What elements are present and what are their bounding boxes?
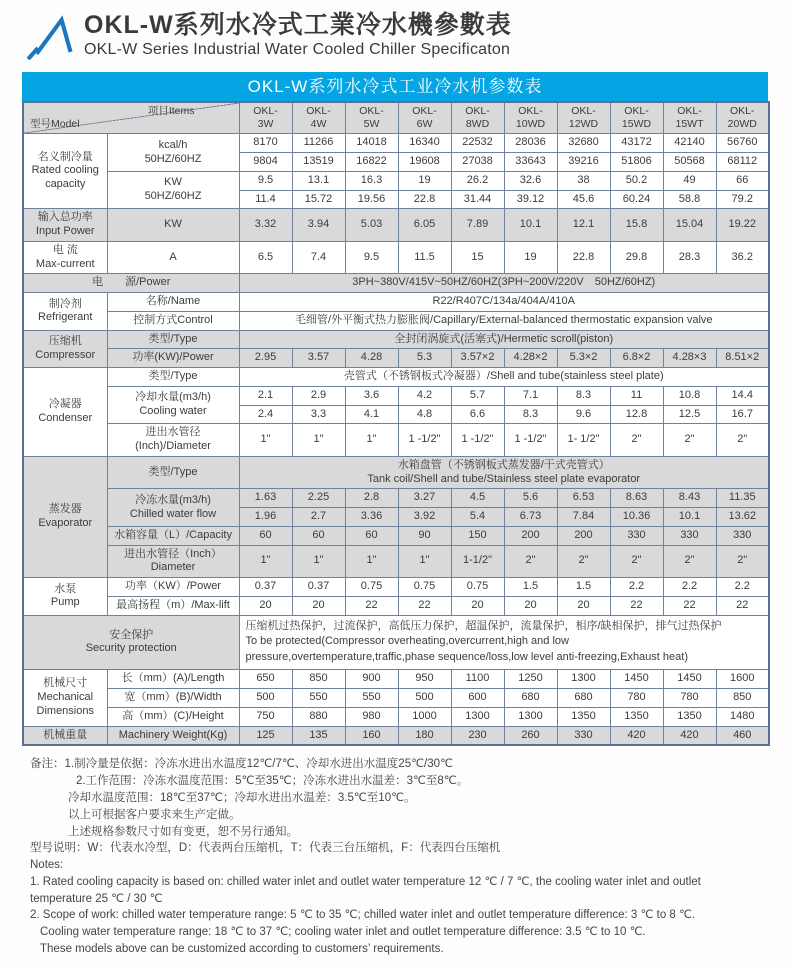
spec-value-cell: 6.5	[239, 241, 292, 274]
spec-value-cell: 51806	[610, 153, 663, 172]
table-row	[23, 386, 769, 405]
spec-value-cell: 4.28×3	[663, 349, 716, 368]
table-row	[23, 707, 769, 726]
spec-value-cell: 1"	[239, 424, 292, 457]
category-cell: 输入总功率 Input Power	[23, 209, 107, 242]
spec-value-cell: 1 -1/2"	[504, 424, 557, 457]
spec-value-cell: 4.8	[398, 405, 451, 424]
spec-value-cell: 5.3	[398, 349, 451, 368]
page-header	[24, 10, 768, 60]
spec-value-cell: 22	[398, 596, 451, 615]
spec-value-cell: 22532	[451, 134, 504, 153]
spec-value-cell: 1100	[451, 670, 504, 689]
spec-value-cell: 5.03	[345, 209, 398, 242]
spec-value-cell: 20	[451, 596, 504, 615]
item-label-cell: 冷却水量(m3/h) Cooling water	[107, 386, 239, 424]
item-label-cell: 进出水管径 (Inch)/Diameter	[107, 424, 239, 457]
spec-value-cell: 42140	[663, 134, 716, 153]
spec-value-cell: 16822	[345, 153, 398, 172]
model-header-cell: OKL- 8WD	[451, 102, 504, 134]
spec-value-cell: 22	[716, 596, 769, 615]
spec-value-cell: 1300	[504, 707, 557, 726]
spec-value-cell: 36.2	[716, 241, 769, 274]
spec-value-cell: 1350	[663, 707, 716, 726]
spec-value-cell: 420	[663, 726, 716, 745]
spec-value-cell: 260	[504, 726, 557, 745]
note-line: 2.工作范围：冷冻水温度范围：5℃至35℃；冷冻水进出水温差：3℃至8℃。	[76, 775, 469, 788]
spec-value-cell: 15	[451, 241, 504, 274]
spec-value-cell: 8.3	[504, 405, 557, 424]
spec-value-cell: 420	[610, 726, 663, 745]
spec-value-cell: 1300	[451, 707, 504, 726]
table-row	[23, 526, 769, 545]
spec-value-cell: 3.6	[345, 386, 398, 405]
corner-cell	[23, 102, 239, 134]
model-header-cell: OKL- 10WD	[504, 102, 557, 134]
spec-value-cell: 10.36	[610, 508, 663, 527]
spec-value-cell: 1450	[663, 670, 716, 689]
spec-value-cell: 3.32	[239, 209, 292, 242]
spec-value-cell: 3.57	[292, 349, 345, 368]
spec-value-cell: 2.4	[239, 405, 292, 424]
spec-value-cell: 50.2	[610, 171, 663, 190]
table-row	[23, 311, 769, 330]
spec-value-cell: 33643	[504, 153, 557, 172]
spec-value-cell: 56760	[716, 134, 769, 153]
table-row	[23, 489, 769, 508]
note-line: 2. Scope of work: chilled water temperature range: 5 ℃ to 35 ℃; chilled water inlet and outlet temperature difference: 3 ℃ to 8 ℃.	[30, 909, 696, 922]
spec-value-cell: 2"	[663, 545, 716, 578]
spec-value-cell: 9.5	[345, 241, 398, 274]
table-row	[23, 134, 769, 153]
spec-value-cell: 19	[398, 171, 451, 190]
spec-value-cell: 8170	[239, 134, 292, 153]
spec-value-cell: 19608	[398, 153, 451, 172]
spec-value-cell: 19	[504, 241, 557, 274]
spec-value-cell: 1480	[716, 707, 769, 726]
spec-value-cell: 90	[398, 526, 451, 545]
category-cell: 机械重量	[23, 726, 107, 745]
spec-value-cell: 2"	[557, 545, 610, 578]
spec-value-cell: 22	[663, 596, 716, 615]
spec-value-cell: 22	[345, 596, 398, 615]
spec-value-cell: 12.8	[610, 405, 663, 424]
spec-value-cell: 135	[292, 726, 345, 745]
table-row	[23, 368, 769, 387]
item-label-cell: 类型/Type	[107, 368, 239, 387]
spec-value-cell: 1"	[345, 545, 398, 578]
category-cell: 制冷剂 Refrigerant	[23, 293, 107, 331]
spec-value-cell: 11.5	[398, 241, 451, 274]
item-label-cell: 名称/Name	[107, 293, 239, 312]
spec-value-cell: 900	[345, 670, 398, 689]
spec-value-cell: 2"	[504, 545, 557, 578]
spec-value-cell: 11.35	[716, 489, 769, 508]
category-cell: 蒸发器 Evaporator	[23, 456, 107, 577]
note-line: 以上可根据客户要求来生产定做。	[68, 808, 241, 821]
spec-value-cell: 4.28	[345, 349, 398, 368]
spec-value-cell: 14018	[345, 134, 398, 153]
spec-value-cell: 1"	[239, 545, 292, 578]
spec-value-cell: 8.43	[663, 489, 716, 508]
spec-value-cell: 15.72	[292, 190, 345, 209]
spec-value-cell: 1"	[292, 545, 345, 578]
spec-value-cell: 1"	[345, 424, 398, 457]
spec-value-cell: 1450	[610, 670, 663, 689]
spec-value-cell: 600	[451, 689, 504, 708]
item-label-cell: 电 源/Power	[23, 274, 239, 293]
item-label-cell: 进出水管径（Inch） Diameter	[107, 545, 239, 578]
spec-value-cell: 330	[663, 526, 716, 545]
spec-value-cell: 1 -1/2"	[398, 424, 451, 457]
spec-value-cell: 19.56	[345, 190, 398, 209]
spec-value-cell: 22.8	[398, 190, 451, 209]
spec-value-cell: 8.51×2	[716, 349, 769, 368]
spec-value-cell: 12.1	[557, 209, 610, 242]
spec-value-cell: 20	[239, 596, 292, 615]
spec-value-cell: 500	[239, 689, 292, 708]
spec-value-cell: 1350	[610, 707, 663, 726]
spec-value-cell: 2.1	[239, 386, 292, 405]
item-label-cell: A	[107, 241, 239, 274]
table-row	[23, 726, 769, 745]
spec-value-cell: 2.2	[663, 578, 716, 597]
item-label-cell: KW	[107, 209, 239, 242]
spec-value-cell: 9.6	[557, 405, 610, 424]
spec-span-cell: 水箱盘管（不锈钢板式蒸发器/干式壳管式） Tank coil/Shell and tube/Stainless steel plate evaporator	[239, 456, 769, 489]
spec-value-cell: 3.94	[292, 209, 345, 242]
spec-value-cell: 2.2	[716, 578, 769, 597]
spec-value-cell: 45.6	[557, 190, 610, 209]
spec-span-cell: 毛细管/外平衡式热力膨胀阀/Capillary/External-balanced thermostatic expansion valve	[239, 311, 769, 330]
table-row	[23, 349, 769, 368]
table-title-bar: OKL-W系列水冷式工业冷水机参数表	[22, 72, 768, 101]
spec-value-cell: 8.3	[557, 386, 610, 405]
spec-value-cell: 60	[345, 526, 398, 545]
spec-value-cell: 7.84	[557, 508, 610, 527]
spec-value-cell: 180	[398, 726, 451, 745]
spec-value-cell: 2.9	[292, 386, 345, 405]
spec-span-cell: 压缩机过热保护，过流保护，高低压力保护，超温保护，流量保护，相序/缺相保护，排气过热保护 To be protected(Compressor overheating,overcurrent,high and low pressure,overtemperature,traffic,phase sequence/loss,low level anti-freezing,Exhaust heat)	[239, 615, 769, 670]
model-header-cell: OKL- 6W	[398, 102, 451, 134]
spec-value-cell: 6.05	[398, 209, 451, 242]
category-cell: 名义制冷量 Rated cooling capacity	[23, 134, 107, 209]
spec-span-cell: 3PH~380V/415V~50HZ/60HZ(3PH~200V/220V 50HZ/60HZ)	[239, 274, 769, 293]
spec-value-cell: 0.37	[292, 578, 345, 597]
spec-value-cell: 3.57×2	[451, 349, 504, 368]
spec-value-cell: 16340	[398, 134, 451, 153]
spec-value-cell: 4.2	[398, 386, 451, 405]
spec-value-cell: 1-1/2"	[451, 545, 504, 578]
item-label-cell: 最高扬程（m）/Max-lift	[107, 596, 239, 615]
spec-value-cell: 2.8	[345, 489, 398, 508]
spec-value-cell: 5.4	[451, 508, 504, 527]
spec-value-cell: 1350	[557, 707, 610, 726]
spec-value-cell: 29.8	[610, 241, 663, 274]
spec-value-cell: 850	[292, 670, 345, 689]
item-label-cell: 长（mm）(A)/Length	[107, 670, 239, 689]
model-header-cell: OKL- 3W	[239, 102, 292, 134]
spec-value-cell: 7.89	[451, 209, 504, 242]
spec-value-cell: 13519	[292, 153, 345, 172]
spec-value-cell: 39216	[557, 153, 610, 172]
spec-value-cell: 39.12	[504, 190, 557, 209]
spec-value-cell: 0.75	[451, 578, 504, 597]
page-title-en: OKL-W Series Industrial Water Cooled Chiller Specificaton	[84, 41, 511, 58]
spec-value-cell: 3.36	[345, 508, 398, 527]
spec-table	[22, 101, 770, 746]
spec-value-cell: 16.7	[716, 405, 769, 424]
spec-value-cell: 60	[239, 526, 292, 545]
model-header-cell: OKL- 15WT	[663, 102, 716, 134]
spec-value-cell: 980	[345, 707, 398, 726]
spec-value-cell: 1.5	[504, 578, 557, 597]
spec-value-cell: 2.2	[610, 578, 663, 597]
spec-value-cell: 27038	[451, 153, 504, 172]
spec-value-cell: 6.53	[557, 489, 610, 508]
spec-value-cell: 0.75	[398, 578, 451, 597]
model-header-cell: OKL- 15WD	[610, 102, 663, 134]
item-label-cell: 类型/Type	[107, 456, 239, 489]
spec-value-cell: 79.2	[716, 190, 769, 209]
item-label-cell: KW 50HZ/60HZ	[107, 171, 239, 209]
item-label-cell: 宽（mm）(B)/Width	[107, 689, 239, 708]
item-label-cell: kcal/h 50HZ/60HZ	[107, 134, 239, 172]
spec-value-cell: 15.8	[610, 209, 663, 242]
corner-items-label: 项目Items	[147, 105, 195, 117]
spec-value-cell: 2"	[716, 545, 769, 578]
category-cell: 机械尺寸 Mechanical Dimensions	[23, 670, 107, 726]
spec-value-cell: 8.63	[610, 489, 663, 508]
item-label-cell: 冷冻水量(m3/h) Chilled water flow	[107, 489, 239, 527]
spec-value-cell: 680	[557, 689, 610, 708]
spec-value-cell: 780	[610, 689, 663, 708]
spec-span-cell: R22/R407C/134a/404A/410A	[239, 293, 769, 312]
item-label-cell: 水箱容量（L）/Capacity	[107, 526, 239, 545]
spec-value-cell: 1"	[398, 545, 451, 578]
model-header-cell: OKL- 4W	[292, 102, 345, 134]
spec-value-cell: 330	[716, 526, 769, 545]
spec-value-cell: 2"	[610, 424, 663, 457]
spec-value-cell: 5.6	[504, 489, 557, 508]
item-label-cell: 类型/Type	[107, 330, 239, 349]
spec-value-cell: 9.5	[239, 171, 292, 190]
spec-value-cell: 550	[345, 689, 398, 708]
spec-value-cell: 3.3	[292, 405, 345, 424]
spec-value-cell: 1- 1/2"	[557, 424, 610, 457]
spec-value-cell: 160	[345, 726, 398, 745]
spec-value-cell: 6.6	[451, 405, 504, 424]
table-row	[23, 330, 769, 349]
spec-value-cell: 11266	[292, 134, 345, 153]
spec-value-cell: 4.5	[451, 489, 504, 508]
spec-value-cell: 2"	[610, 545, 663, 578]
spec-value-cell: 0.37	[239, 578, 292, 597]
table-row	[23, 293, 769, 312]
spec-value-cell: 5.7	[451, 386, 504, 405]
table-row	[23, 670, 769, 689]
spec-value-cell: 38	[557, 171, 610, 190]
brand-arrow-icon	[24, 10, 76, 60]
spec-value-cell: 43172	[610, 134, 663, 153]
spec-value-cell: 58.8	[663, 190, 716, 209]
spec-value-cell: 13.62	[716, 508, 769, 527]
spec-value-cell: 3.27	[398, 489, 451, 508]
spec-value-cell: 550	[292, 689, 345, 708]
spec-value-cell: 7.1	[504, 386, 557, 405]
spec-value-cell: 10.1	[663, 508, 716, 527]
note-line: 备注：1.制冷量是依据：冷冻水进出水温度12℃/7℃、冷却水进出水温度25℃/30℃	[30, 758, 453, 771]
spec-value-cell: 50568	[663, 153, 716, 172]
spec-value-cell: 330	[557, 726, 610, 745]
item-label-cell: 控制方式Control	[107, 311, 239, 330]
spec-value-cell: 49	[663, 171, 716, 190]
spec-value-cell: 0.75	[345, 578, 398, 597]
category-cell: 压缩机 Compressor	[23, 330, 107, 368]
spec-value-cell: 650	[239, 670, 292, 689]
spec-value-cell: 22.8	[557, 241, 610, 274]
table-row	[23, 545, 769, 578]
spec-value-cell: 22	[610, 596, 663, 615]
page-title-zh: OKL-W系列水冷式工業冷水機參數表	[84, 11, 512, 39]
spec-value-cell: 60.24	[610, 190, 663, 209]
title-block	[84, 10, 512, 59]
spec-value-cell: 780	[663, 689, 716, 708]
category-cell: 水泵 Pump	[23, 578, 107, 616]
model-header-cell: OKL- 20WD	[716, 102, 769, 134]
spec-value-cell: 11.4	[239, 190, 292, 209]
spec-value-cell: 10.8	[663, 386, 716, 405]
note-line: Notes:	[30, 859, 64, 872]
spec-value-cell: 5.3×2	[557, 349, 610, 368]
spec-value-cell: 9804	[239, 153, 292, 172]
spec-value-cell: 12.5	[663, 405, 716, 424]
category-cell: 电 流 Max-current	[23, 241, 107, 274]
table-row	[23, 274, 769, 293]
spec-value-cell: 1.96	[239, 508, 292, 527]
spec-value-cell: 2"	[716, 424, 769, 457]
model-header-cell: OKL- 12WD	[557, 102, 610, 134]
spec-value-cell: 7.4	[292, 241, 345, 274]
spec-value-cell: 6.8×2	[610, 349, 663, 368]
spec-value-cell: 2"	[663, 424, 716, 457]
spec-value-cell: 4.28×2	[504, 349, 557, 368]
spec-value-cell: 1250	[504, 670, 557, 689]
spec-value-cell: 460	[716, 726, 769, 745]
table-row	[23, 615, 769, 670]
spec-value-cell: 1300	[557, 670, 610, 689]
table-row	[23, 171, 769, 190]
table-row	[23, 689, 769, 708]
spec-value-cell: 11	[610, 386, 663, 405]
item-label-cell: 高（mm）(C)/Height	[107, 707, 239, 726]
spec-value-cell: 850	[716, 689, 769, 708]
item-label-cell: 功率（KW）/Power	[107, 578, 239, 597]
model-header-row	[23, 102, 769, 134]
spec-value-cell: 2.95	[239, 349, 292, 368]
spec-value-cell: 2.7	[292, 508, 345, 527]
spec-value-cell: 19.22	[716, 209, 769, 242]
spec-value-cell: 2.25	[292, 489, 345, 508]
spec-value-cell: 1.5	[557, 578, 610, 597]
spec-value-cell: 125	[239, 726, 292, 745]
spec-value-cell: 1 -1/2"	[451, 424, 504, 457]
corner-model-label: 型号Model	[30, 118, 80, 131]
spec-value-cell: 3.92	[398, 508, 451, 527]
spec-value-cell: 500	[398, 689, 451, 708]
spec-value-cell: 330	[610, 526, 663, 545]
spec-value-cell: 20	[504, 596, 557, 615]
spec-value-cell: 32.6	[504, 171, 557, 190]
spec-value-cell: 150	[451, 526, 504, 545]
spec-value-cell: 68112	[716, 153, 769, 172]
spec-value-cell: 200	[504, 526, 557, 545]
spec-value-cell: 1600	[716, 670, 769, 689]
spec-value-cell: 1000	[398, 707, 451, 726]
category-cell: 安全保护 Security protection	[23, 615, 239, 670]
spec-value-cell: 32680	[557, 134, 610, 153]
item-label-cell: 功率(KW)/Power	[107, 349, 239, 368]
item-label-cell: Machinery Weight(Kg)	[107, 726, 239, 745]
table-row	[23, 241, 769, 274]
note-line: 1. Rated cooling capacity is based on: chilled water inlet and outlet water temperature 12 ℃ / 7 ℃, the cooling water inlet and outlet	[30, 875, 701, 888]
spec-span-cell: 壳管式（不锈钢板式冷凝器）/Shell and tube(stainless steel plate)	[239, 368, 769, 387]
spec-value-cell: 15.04	[663, 209, 716, 242]
spec-value-cell: 28.3	[663, 241, 716, 274]
spec-value-cell: 1"	[292, 424, 345, 457]
spec-value-cell: 28036	[504, 134, 557, 153]
table-row	[23, 456, 769, 489]
table-row	[23, 578, 769, 597]
note-line: These models above can be customized according to customers’ requirements.	[40, 943, 444, 956]
spec-value-cell: 1.63	[239, 489, 292, 508]
spec-value-cell: 230	[451, 726, 504, 745]
spec-value-cell: 20	[557, 596, 610, 615]
footnotes	[30, 756, 768, 958]
spec-value-cell: 60	[292, 526, 345, 545]
spec-value-cell: 950	[398, 670, 451, 689]
spec-value-cell: 4.1	[345, 405, 398, 424]
spec-value-cell: 16.3	[345, 171, 398, 190]
spec-value-cell: 20	[292, 596, 345, 615]
spec-value-cell: 10.1	[504, 209, 557, 242]
spec-value-cell: 200	[557, 526, 610, 545]
table-row	[23, 209, 769, 242]
model-header-cell: OKL- 5W	[345, 102, 398, 134]
table-row	[23, 596, 769, 615]
spec-value-cell: 13.1	[292, 171, 345, 190]
note-line: temperature 25 ℃ / 30 ℃	[30, 892, 163, 905]
category-cell: 冷凝器 Condenser	[23, 368, 107, 457]
note-line: 上述规格参数尺寸如有变更，恕不另行通知。	[68, 825, 298, 838]
spec-value-cell: 750	[239, 707, 292, 726]
spec-value-cell: 6.73	[504, 508, 557, 527]
spec-value-cell: 680	[504, 689, 557, 708]
spec-value-cell: 880	[292, 707, 345, 726]
spec-value-cell: 66	[716, 171, 769, 190]
spec-value-cell: 26.2	[451, 171, 504, 190]
note-line: 型号说明：W：代表水冷型，D：代表两台压缩机，T：代表三台压缩机，F：代表四台压缩机	[30, 842, 501, 855]
note-line: Cooling water temperature range: 18 ℃ to 37 ℃; cooling water inlet and outlet temperature difference: 3.5 ℃ to 10 ℃.	[40, 926, 646, 939]
spec-value-cell: 14.4	[716, 386, 769, 405]
table-row	[23, 424, 769, 457]
spec-span-cell: 全封闭涡旋式(活塞式)/Hermetic scroll(piston)	[239, 330, 769, 349]
spec-value-cell: 31.44	[451, 190, 504, 209]
note-line: 冷却水温度范围：18℃至37℃；冷却水进出水温差：3.5℃至10℃。	[68, 791, 416, 804]
